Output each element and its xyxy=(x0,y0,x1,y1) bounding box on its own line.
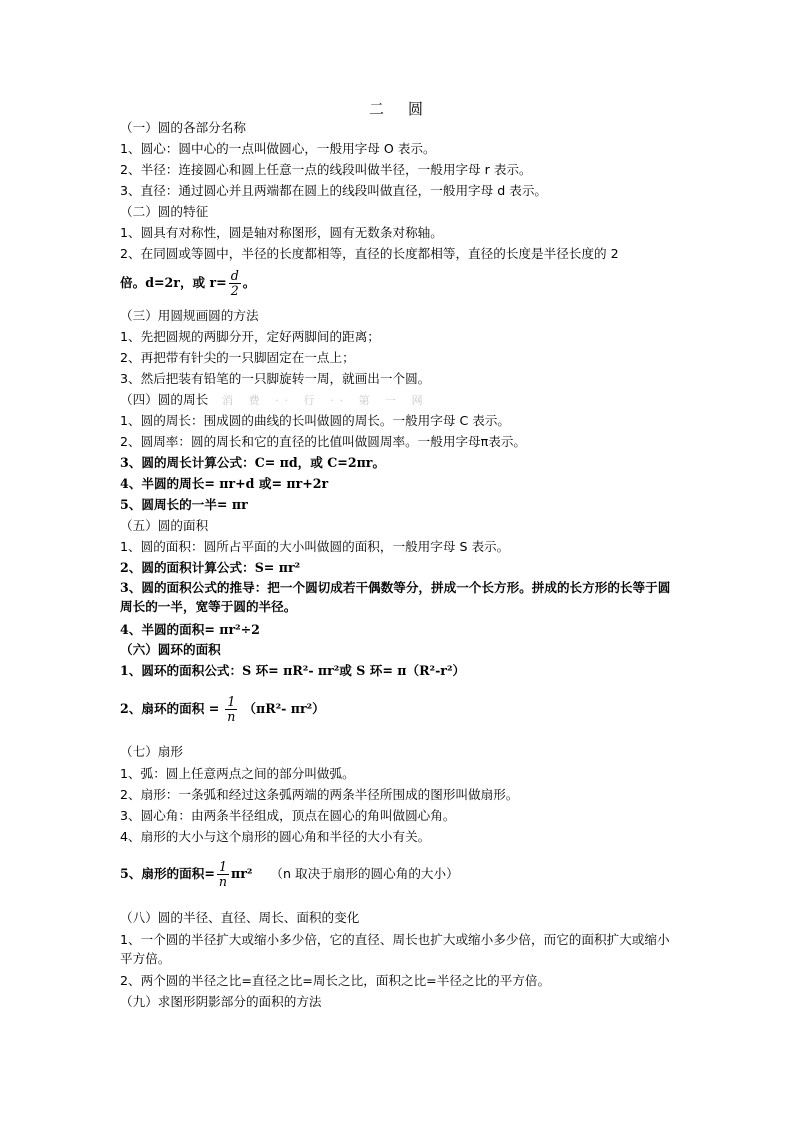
bold-line: 2、圆的面积计算公式：S= πr² xyxy=(120,560,301,575)
fraction xyxy=(217,860,229,889)
text-line: 1、圆的面积：圆所占平面的大小叫做圆的面积，一般用字母 S 表示。 xyxy=(120,539,510,554)
bold-line: 3、圆的周长计算公式：C= πd，或 C=2πr。 xyxy=(120,455,386,470)
section-heading-5: （五）圆的面积 xyxy=(120,518,209,533)
formula-text: πr² xyxy=(231,866,253,881)
text-line: 2、在同圆或等圆中，半径的长度都相等，直径的长度都相等，直径的长度是半径长度的 2 xyxy=(120,246,619,261)
text-line: 2、再把带有针尖的一只脚固定在一点上； xyxy=(120,350,355,365)
text-line: 2、半径：连接圆心和圆上任意一点的线段叫做半径，一般用字母 r 表示。 xyxy=(120,162,532,177)
formula-note: （n 取决于扇形的圆心角的大小） xyxy=(270,866,459,881)
text-line: 3、直径：通过圆心并且两端都在圆上的线段叫做直径，一般用字母 d 表示。 xyxy=(120,183,548,198)
section-heading-6: （六）圆环的面积 xyxy=(120,642,221,657)
formula-text: 5、扇形的面积= xyxy=(120,866,215,881)
section-heading-8: （八）圆的半径、直径、周长、面积的变化 xyxy=(120,910,360,925)
text-line: 1、弧：圆上任意两点之间的部分叫做弧。 xyxy=(120,766,355,781)
text-paragraph: 1、一个圆的半径扩大或缩小多少倍，它的直径、周长也扩大或缩小多少倍，而它的面积扩大或缩小平方倍。 xyxy=(120,932,670,966)
fraction xyxy=(229,269,241,298)
section-heading-9: （九）求图形阴影部分的面积的方法 xyxy=(120,994,322,1009)
page-title xyxy=(0,98,794,119)
watermark-text: 消 费 ·· 行 ·· 第 一 网 xyxy=(222,394,429,407)
formula-line xyxy=(120,857,680,891)
fraction-numerator: d xyxy=(230,268,239,283)
bold-paragraph: 3、圆的面积公式的推导：把一个圆切成若干偶数等分，拼成一个长方形。拼成的长方形的长等于圆周长的一半，宽等于圆的半径。 xyxy=(120,580,671,614)
text-line: 3、圆心角：由两条半径组成，顶点在圆心的角叫做圆心角。 xyxy=(120,808,456,823)
fraction-numerator: 1 xyxy=(225,695,237,710)
bold-line: 5、圆周长的一半= πr xyxy=(120,497,248,512)
text-line: 1、圆的周长：围成圆的曲线的长叫做圆的周长。一般用字母 C 表示。 xyxy=(120,413,511,428)
section-heading-4 xyxy=(120,390,680,411)
formula-line xyxy=(120,266,680,300)
text-line: 1、圆具有对称性，圆是轴对称图形，圆有无数条对称轴。 xyxy=(120,225,443,240)
bold-line: 4、半圆的面积= πr²÷2 xyxy=(120,622,260,637)
formula-text: 。 xyxy=(242,275,256,290)
text-line: 1、圆心：圆中心的一点叫做圆心，一般用字母 O 表示。 xyxy=(120,141,436,156)
title-numeral: 二 xyxy=(368,100,386,118)
bold-line: 4、半圆的周长= πr+d 或= πr+2r xyxy=(120,476,329,491)
bold-line: 1、圆环的面积公式：S 环= πR²- πr²或 S 环= π（R²-r²） xyxy=(120,663,466,678)
text-line: 3、然后把装有铅笔的一只脚旋转一周，就画出一个圆。 xyxy=(120,371,431,386)
fraction xyxy=(225,695,237,724)
section-heading-1: （一）圆的各部分名称 xyxy=(120,120,246,135)
fraction-numerator: 1 xyxy=(217,860,229,875)
text-line: 2、扇形：一条弧和经过这条弧两端的两条半径所围成的图形叫做扇形。 xyxy=(120,787,519,802)
formula-text: 2、扇环的面积 = xyxy=(120,701,220,716)
section-heading-2: （二）圆的特征 xyxy=(120,204,209,219)
fraction-denominator: 2 xyxy=(230,283,239,298)
text-line: 1、先把圆规的两脚分开，定好两脚间的距离； xyxy=(120,329,380,344)
text-line: 4、扇形的大小与这个扇形的圆心角和半径的大小有关。 xyxy=(120,829,431,844)
text-line: 2、两个圆的半径之比=直径之比=周长之比，面积之比=半径之比的平方倍。 xyxy=(120,973,551,988)
formula-text: 倍。d=2r，或 r= xyxy=(120,275,227,290)
heading-text: （四）圆的周长 xyxy=(120,392,209,407)
fraction-denominator: n xyxy=(218,874,228,889)
formula-line xyxy=(120,692,680,726)
title-word: 圆 xyxy=(408,100,426,118)
formula-text: （πR²- πr²） xyxy=(243,701,325,716)
section-heading-7: （七）扇形 xyxy=(120,744,183,759)
fraction-denominator: n xyxy=(227,709,236,724)
text-line: 2、圆周率：圆的周长和它的直径的比值叫做圆周率。一般用字母π表示。 xyxy=(120,434,527,449)
section-heading-3: （三）用圆规画圆的方法 xyxy=(120,308,259,323)
